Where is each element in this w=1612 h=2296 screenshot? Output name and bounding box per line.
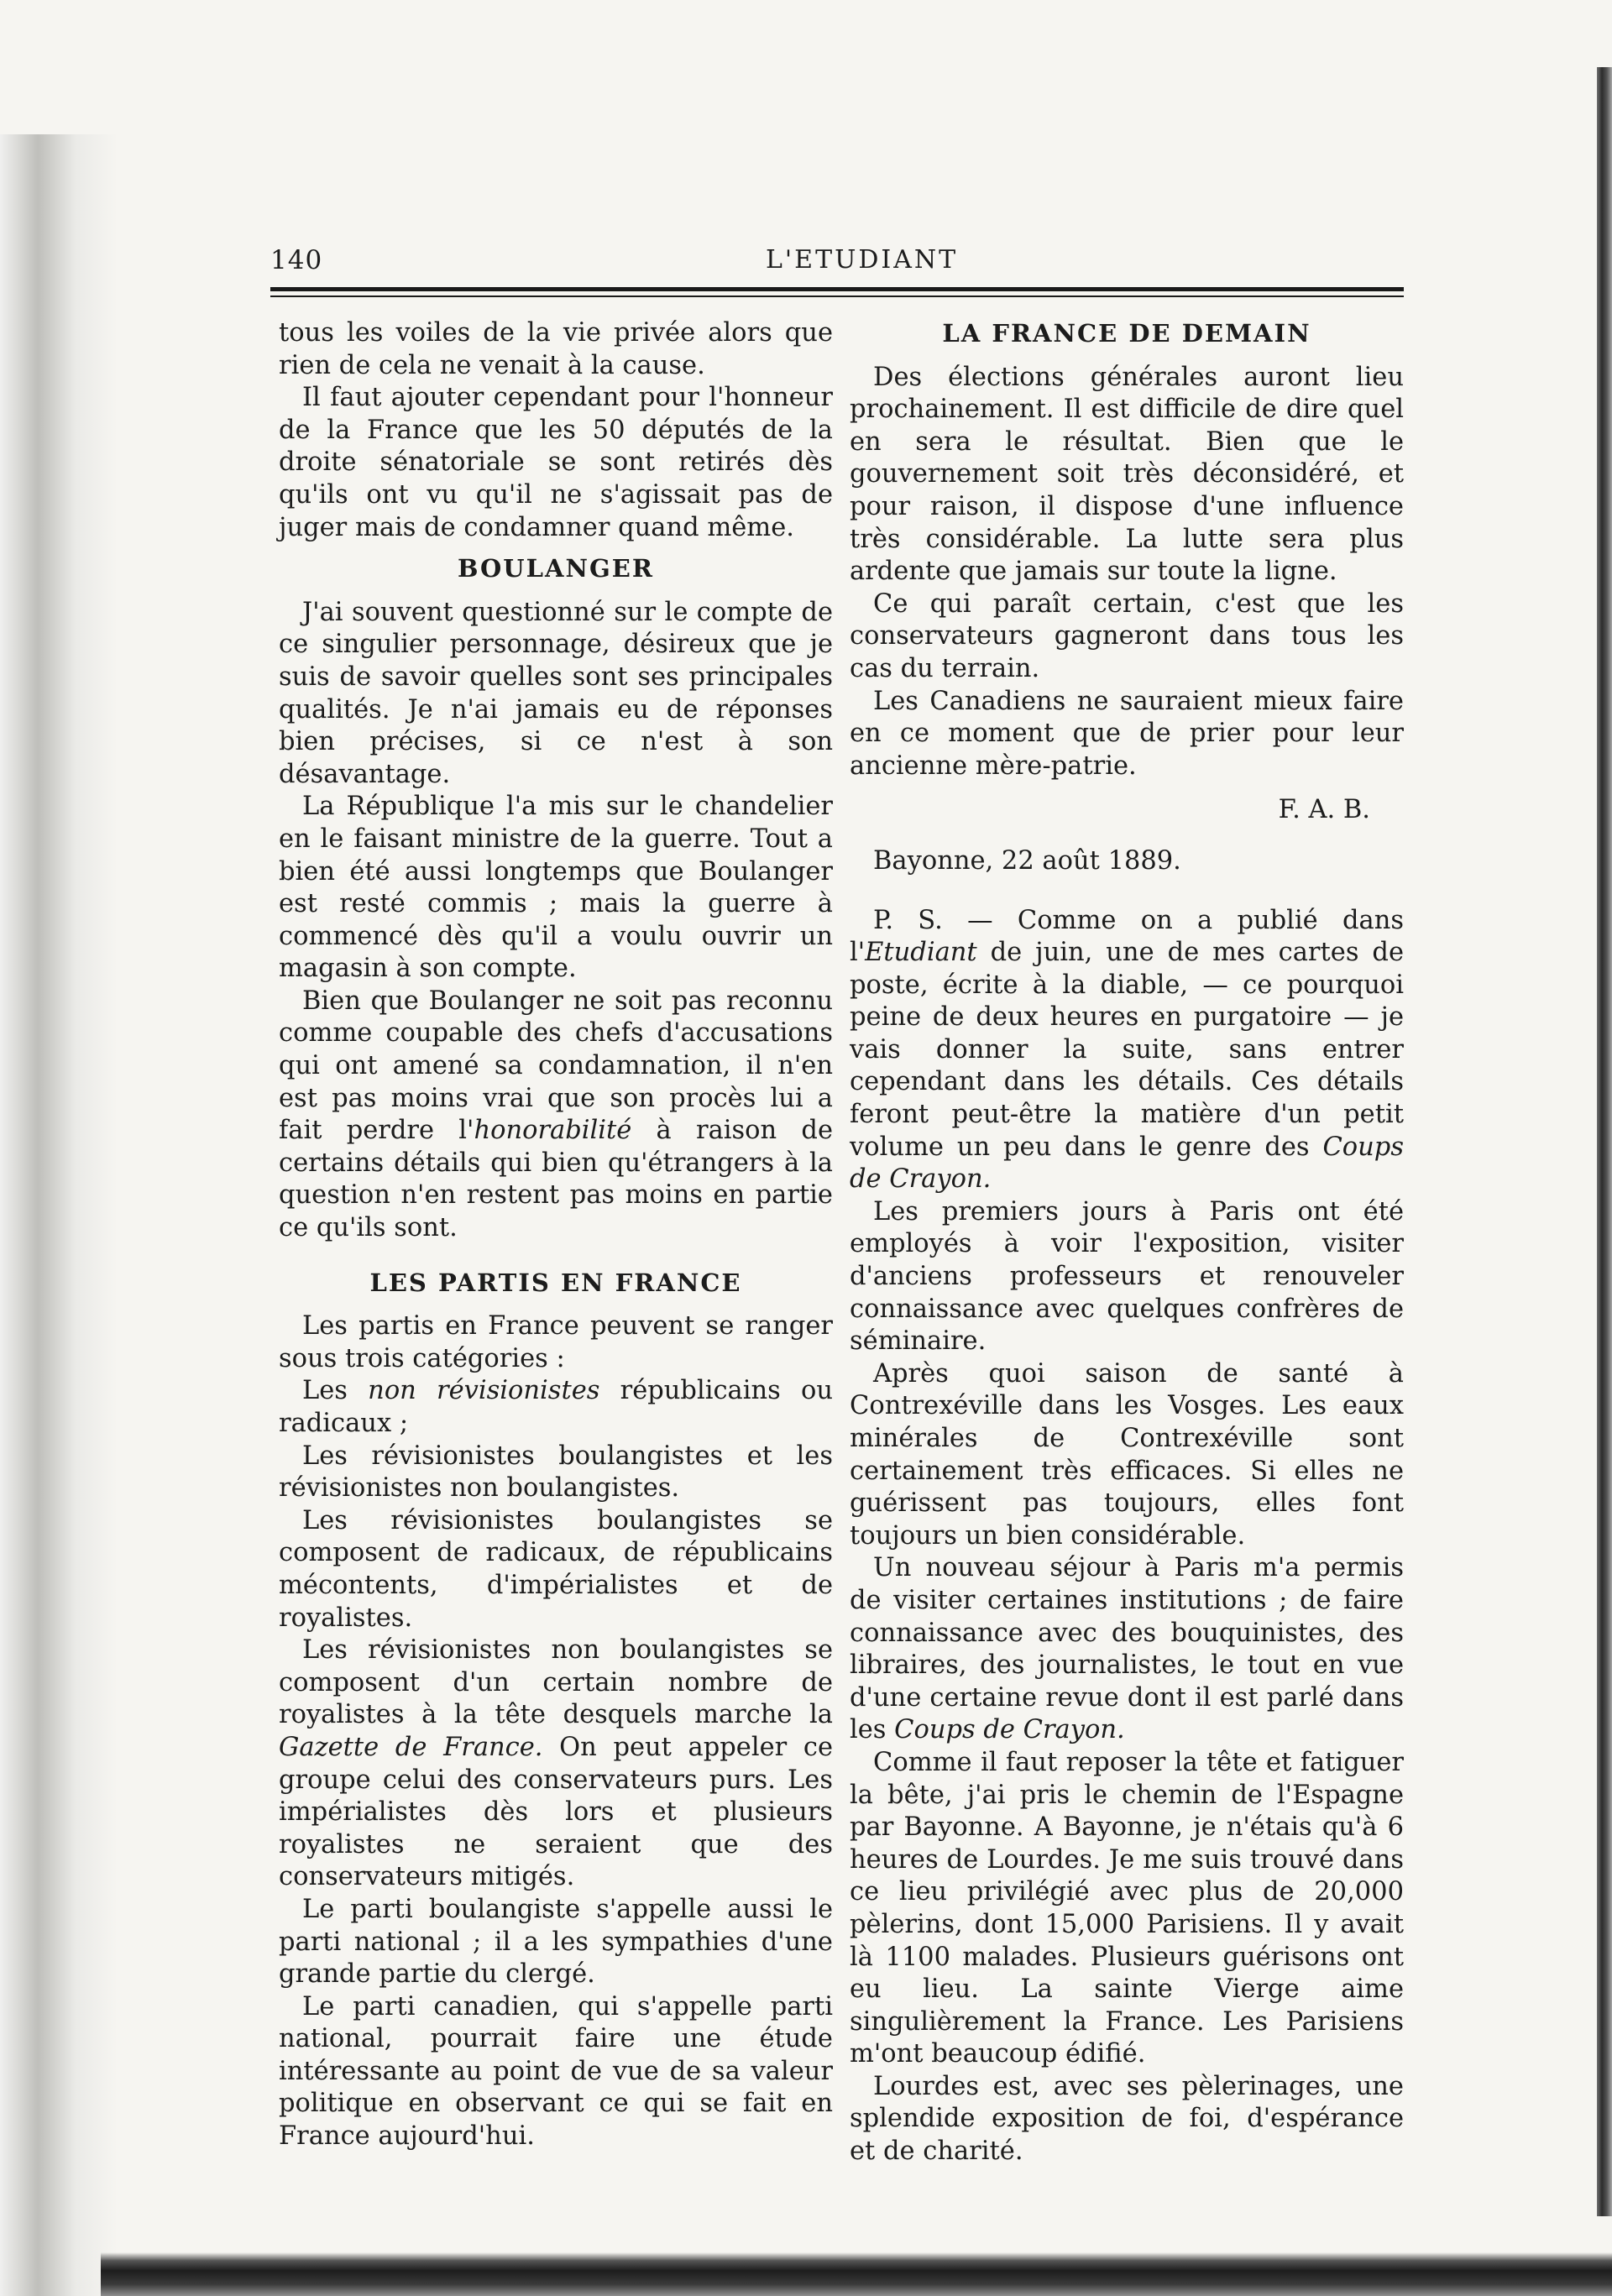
paragraph: Le parti boulangiste s'appelle aussi le parti national ; il a les sympathies d'une grande partie du clergé.	[279, 1894, 833, 1990]
header-rule-thin	[270, 295, 1404, 297]
text-run: à raison de certains détails qui bien qu'étrangers à la question n'en restent pas moins en partie ce qu'ils sont.	[279, 1116, 833, 1243]
text-run: Les	[302, 1376, 369, 1406]
paragraph: Ce qui paraît certain, c'est que les conservateurs gagneront dans tous les cas du terrain.	[850, 588, 1404, 683]
paragraph	[279, 986, 833, 1245]
paragraph: Les Canadiens ne sauraient mieux faire en ce moment que de prier pour leur ancienne mère-patrie.	[850, 686, 1404, 781]
paragraph: Comme il faut reposer la tête et fatiguer la bête, j'ai pris le chemin de l'Espagne par Bayonne. A Bayonne, je n'étais qu'à 6 heures de Lourdes. Je me suis trouvé dans ce lieu privilégié avec plus de 20,000 pèlerins, dont 15,000 Parisiens. Il y avait là 1100 malades. Plusieurs guérisons ont eu lieu. La sainte Vierge aime singulièrement la France. Les Parisiens m'ont beaucoup édifié.	[850, 1747, 1404, 2069]
paragraph: tous les voiles de la vie privée alors que rien de cela ne venait à la cause.	[279, 318, 833, 380]
italic-text: Gazette de France.	[279, 1732, 543, 1762]
paragraph: Les révisionistes boulangistes et les révisionistes non boulangistes.	[279, 1441, 833, 1504]
paragraph: J'ai souvent questionné sur le compte de ce singulier personnage, désireux que je suis de savoir quelles sont ses principales qualités. Je n'ai jamais eu de réponses bien précises, si ce n'est à son désavantage.	[279, 597, 833, 789]
paragraph: Les premiers jours à Paris ont été employés à voir l'exposition, visiter d'anciens professeurs et renouveler connaissance avec quelques confrères de séminaire.	[850, 1196, 1404, 1357]
section-title-france: LA FRANCE DE DEMAIN	[942, 319, 1311, 348]
italic-text: Coups de Crayon.	[894, 1715, 1125, 1745]
paragraph: Après quoi saison de santé à Contrexéville dans les Vosges. Les eaux minérales de Contrexéville sont certainement très efficaces. Si elles ne guérissent pas toujours, elles font toujours un bien considérable.	[850, 1358, 1404, 1551]
dateline: Bayonne, 22 août 1889.	[873, 845, 1181, 876]
page-header	[270, 245, 1404, 282]
italic-text: Coups de Crayon.	[850, 1132, 1404, 1195]
text-run: Un nouveau séjour à Paris m'a permis de visiter certaines institutions ; de faire connaissance avec des bouquinistes, des libraires, des journalistes, le tout en vue d'une certaine revue dont il est parlé dans les	[850, 1553, 1404, 1745]
scan-shadow-right	[1597, 67, 1612, 2216]
paragraph: La République l'a mis sur le chandelier en le faisant ministre de la guerre. Tout a bien été aussi longtemps que Boulanger est resté commis ; mais la guerre à commencé dès qu'il a voulu ouvrir un magasin à son compte.	[279, 792, 833, 984]
paragraph	[850, 1552, 1404, 1747]
section-title-boulanger: BOULANGER	[458, 554, 654, 583]
paragraph: Le parti canadien, qui s'appelle parti national, pourrait faire une étude intéressante au point de vue de sa valeur politique en observant ce qui se fait en France aujourd'hui.	[279, 1991, 833, 2152]
paragraph	[279, 1375, 833, 1440]
scan-shadow-bottom	[101, 2252, 1612, 2296]
italic-text: non révisionistes	[368, 1376, 600, 1406]
paragraph: Des élections générales auront lieu prochainement. Il est difficile de dire quel en sera le résultat. Bien que le gouvernement soit très déconsidéré, et pour raison, il dispose d'une influence très considérable. La lutte sera plus ardente que jamais sur toute la ligne.	[850, 362, 1404, 587]
italic-text: honorabilité	[474, 1116, 632, 1146]
text-run: On peut appeler ce groupe celui des conservateurs purs. Les impérialistes dès lors et plusieurs royalistes ne seraient que des conservateurs mitigés.	[279, 1732, 834, 1892]
text-run: P. S. — Comme on a publié dans l'	[850, 905, 1404, 968]
paragraph: Les révisionistes boulangistes se composent de radicaux, de républicains mécontents, d'impérialistes et de royalistes.	[279, 1505, 833, 1633]
paragraph: Les partis en France peuvent se ranger sous trois catégories :	[279, 1311, 833, 1373]
italic-text: Etudiant	[865, 938, 977, 968]
text-run: républicains ou radicaux ;	[279, 1376, 833, 1438]
paragraph: Il faut ajouter cependant pour l'honneur de la France que les 50 députés de la droite sénatoriale se sont retirés dès qu'ils ont vu qu'il ne s'agissait pas de juger mais de condamner quand même.	[279, 383, 833, 542]
paragraph	[279, 1634, 833, 1894]
section-title-partis: LES PARTIS EN FRANCE	[369, 1268, 742, 1297]
text-run: Les révisionistes non boulangistes se composent d'un certain nombre de royalistes à la tête desquels marche la	[279, 1635, 833, 1730]
paragraph	[850, 905, 1404, 1196]
page-number: 140	[270, 245, 323, 275]
signature: F. A. B.	[1278, 795, 1370, 825]
left-column	[279, 317, 833, 2153]
text-run: Bien que Boulanger ne soit pas reconnu comme coupable des chefs d'accusations qui ont amené sa condamnation, il n'en est pas moins vrai que son procès lui a fait perdre l'	[279, 986, 833, 1146]
running-title: L'ETUDIANT	[766, 245, 959, 275]
scan-shadow-left	[0, 134, 118, 2296]
right-column	[850, 317, 1404, 2168]
paragraph: Lourdes est, avec ses pèlerinages, une splendide exposition de foi, d'espérance et de charité.	[850, 2071, 1404, 2167]
header-rule-thick	[270, 287, 1404, 291]
text-run: de juin, une de mes cartes de poste, écrite à la diable, — ce pourquoi peine de deux heures en purgatoire — je vais donner la suite, sans entrer cependant dans les détails. Ces détails feront peut-être la matière d'un petit volume un peu dans le genre des	[850, 938, 1404, 1162]
